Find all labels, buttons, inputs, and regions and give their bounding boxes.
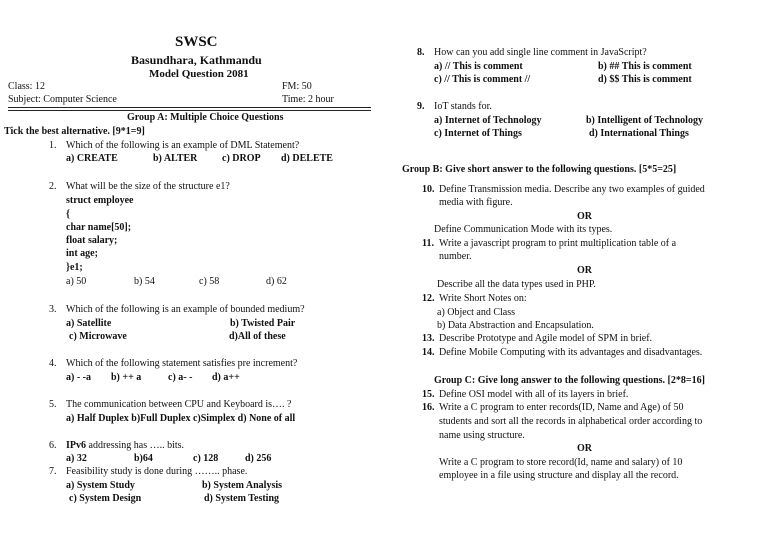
question-text-alt: Describe all the data types used in PHP. [437, 279, 596, 290]
option-d[interactable]: d) DELETE [281, 153, 333, 164]
option-a[interactable]: a) // This is comment [434, 61, 523, 72]
question-number: 5. [49, 399, 57, 410]
question-text: Feasibility study is done during …….. phase. [66, 466, 248, 477]
question-number: 8. [417, 47, 425, 58]
subject-label: Subject: Computer Science [8, 94, 117, 105]
code-line: }e1; [66, 262, 83, 273]
question-number: 12. [422, 293, 435, 304]
code-line: int age; [66, 248, 98, 259]
question-text: Which of the following is an example of DML Statement? [66, 140, 300, 151]
question-number: 6. [49, 440, 57, 451]
option-b[interactable]: b) ++ a [111, 372, 142, 383]
option-c[interactable]: c) Microwave [69, 331, 127, 342]
option-c[interactable]: c) // This is comment // [434, 74, 531, 85]
question-text: Write a javascript program to print multiplication table of a [439, 238, 677, 249]
option-b[interactable]: b) ## This is comment [598, 61, 692, 72]
option-a[interactable]: a) System Study [66, 480, 135, 491]
school-location: Basundhara, Kathmandu [131, 53, 262, 67]
option-a[interactable]: a) Satellite [66, 318, 112, 329]
question-number: 9. [417, 101, 425, 112]
exam-title: Model Question 2081 [149, 68, 249, 80]
option-c[interactable]: c) Internet of Things [434, 128, 522, 139]
option-d[interactable]: d) 62 [266, 276, 287, 287]
question-number: 11. [422, 238, 434, 249]
question-number: 2. [49, 181, 57, 192]
question-number: 7. [49, 466, 57, 477]
full-marks: FM: 50 [282, 81, 312, 92]
option-d[interactable]: d) International Things [589, 128, 689, 139]
question-text: Write Short Notes on: [439, 293, 527, 304]
question-text: students and sort all the records in alphabetical order according to [439, 416, 703, 427]
question-text: What will be the size of the structure e1? [66, 181, 230, 192]
option-b[interactable]: b) 54 [134, 276, 155, 287]
question-text-alt: Define Communication Mode with its types. [434, 224, 613, 235]
option-d[interactable]: d) $$ This is comment [598, 74, 692, 85]
options-line[interactable]: a) Half Duplex b)Full Duplex c)Simplex d) None of all [66, 413, 296, 424]
option-c[interactable]: c) DROP [222, 153, 261, 164]
option-b[interactable]: b) Intelligent of Technology [586, 115, 703, 126]
question-keyword: IPv6 [66, 440, 86, 451]
question-text: name using structure. [439, 430, 525, 441]
code-line: char name[50]; [66, 222, 132, 233]
code-line: struct employee [66, 195, 134, 206]
option-c[interactable]: c) 128 [193, 453, 219, 464]
option-b[interactable]: b) ALTER [153, 153, 198, 164]
option-a[interactable]: a) Internet of Technology [434, 115, 542, 126]
question-text-alt: Write a C program to store record(Id, name and salary) of 10 [439, 457, 683, 468]
question-text: Define Transmission media. Describe any two examples of guided [439, 184, 705, 195]
question-text: IoT stands for. [434, 101, 492, 112]
question-number: 4. [49, 358, 57, 369]
option-a[interactable]: a) 32 [66, 453, 87, 464]
question-text: Define OSI model with all of its layers in brief. [439, 389, 629, 400]
time-label: Time: 2 hour [282, 94, 334, 105]
question-text [66, 440, 184, 451]
question-number: 14. [422, 347, 435, 358]
question-text: Write a C program to enter records(ID, Name and Age) of 50 [439, 402, 684, 413]
option-b[interactable]: b)64 [134, 453, 153, 464]
group-a-instruction: Tick the best alternative. [9*1=9] [4, 126, 145, 137]
group-a-title: Group A: Multiple Choice Questions [127, 112, 284, 123]
question-text: How can you add single line comment in JavaScript? [434, 47, 647, 58]
question-text: Define Mobile Computing with its advantages and disadvantages. [439, 347, 703, 358]
header-divider-top [8, 107, 371, 108]
question-text-rest: addressing has ….. bits. [86, 440, 185, 451]
question-text-alt: employee in a file using structure and display all the record. [439, 470, 679, 481]
code-line: { [66, 209, 70, 220]
question-text: number. [439, 251, 472, 262]
question-number: 16. [422, 402, 435, 413]
option-d[interactable]: d)All of these [229, 331, 286, 342]
question-number: 13. [422, 333, 435, 344]
school-name: SWSC [175, 34, 218, 50]
class-label: Class: 12 [8, 81, 45, 92]
question-number: 1. [49, 140, 57, 151]
option-a[interactable]: a) CREATE [66, 153, 118, 164]
option-d[interactable]: d) System Testing [204, 493, 280, 504]
sub-item-b: b) Data Abstraction and Encapsulation. [437, 320, 594, 331]
question-text: The communication between CPU and Keyboard is…. ? [66, 399, 292, 410]
option-d[interactable]: d) 256 [245, 453, 272, 464]
option-c[interactable]: c) System Design [69, 493, 142, 504]
option-c[interactable]: c) a- - [168, 372, 193, 383]
header-divider-bottom [8, 110, 371, 111]
option-b[interactable]: b) Twisted Pair [230, 318, 296, 329]
code-line: float salary; [66, 235, 118, 246]
option-c[interactable]: c) 58 [199, 276, 220, 287]
or-label: OR [577, 265, 592, 276]
question-text: media with figure. [439, 197, 513, 208]
question-number: 15. [422, 389, 435, 400]
or-label: OR [577, 211, 592, 222]
question-number: 10. [422, 184, 435, 195]
option-d[interactable]: d) a++ [212, 372, 240, 383]
option-b[interactable]: b) System Analysis [202, 480, 283, 491]
group-b-title: Group B: Give short answer to the following questions. [5*5=25] [402, 164, 677, 175]
question-text: Which of the following is an example of bounded medium? [66, 304, 305, 315]
option-a[interactable]: a) - -a [66, 372, 91, 383]
group-c-title: Group C: Give long answer to the following questions. [2*8=16] [434, 375, 705, 386]
option-a[interactable]: a) 50 [66, 276, 87, 287]
sub-item-a: a) Object and Class [437, 307, 516, 318]
question-text: Which of the following statement satisfies pre increment? [66, 358, 298, 369]
or-label: OR [577, 443, 592, 454]
question-number: 3. [49, 304, 57, 315]
question-text: Describe Prototype and Agile model of SPM in brief. [439, 333, 653, 344]
